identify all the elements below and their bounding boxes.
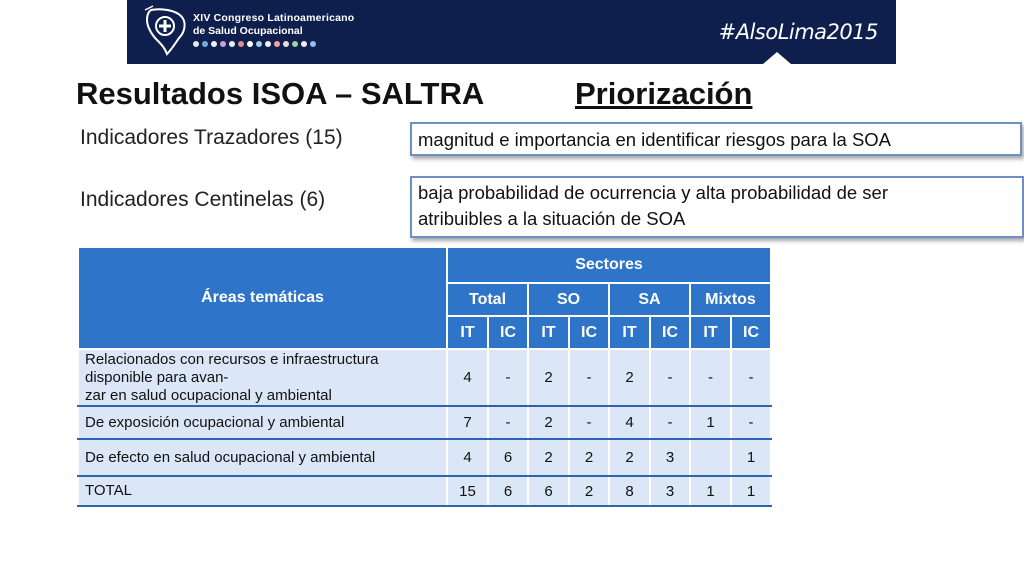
- table-cell: -: [569, 349, 609, 406]
- table-cell: 1: [690, 476, 731, 506]
- decorative-dot: [301, 41, 307, 47]
- table-row: [78, 349, 771, 406]
- table-cell: 4: [609, 406, 650, 439]
- table-cell: 2: [609, 439, 650, 476]
- sub-header-it: IT: [690, 316, 731, 349]
- table-cell: 6: [528, 476, 569, 506]
- decorative-dot: [310, 41, 316, 47]
- table-cell: 3: [650, 476, 690, 506]
- banner-notch: [763, 52, 791, 64]
- decorative-dot: [256, 41, 262, 47]
- table-row: [78, 439, 771, 476]
- table-cell: 2: [528, 439, 569, 476]
- decorative-dot: [274, 41, 280, 47]
- decorative-dot: [202, 41, 208, 47]
- indicator-centinelas-label: Indicadores Centinelas (6): [80, 188, 326, 211]
- table-cell: 4: [447, 349, 488, 406]
- row-label: De exposición ocupacional y ambiental: [78, 406, 447, 439]
- sub-header-ic: IC: [650, 316, 690, 349]
- decorative-dots: [193, 41, 316, 47]
- table-cell: 8: [609, 476, 650, 506]
- group-header-so: SO: [528, 283, 609, 316]
- table-cell: -: [731, 349, 771, 406]
- group-header-sa: SA: [609, 283, 690, 316]
- areas-header: Áreas temáticas: [78, 247, 447, 349]
- table-cell: 1: [731, 439, 771, 476]
- sub-header-ic: IC: [569, 316, 609, 349]
- row-label: TOTAL: [78, 476, 447, 506]
- table-cell: 6: [488, 476, 528, 506]
- results-table: [77, 246, 772, 507]
- table-row-total: [78, 476, 771, 506]
- decorative-dot: [292, 41, 298, 47]
- table-cell: 15: [447, 476, 488, 506]
- event-hashtag: #AlsoLima2015: [718, 20, 878, 44]
- decorative-dot: [265, 41, 271, 47]
- group-header-total: Total: [447, 283, 528, 316]
- table-cell: 2: [569, 439, 609, 476]
- decorative-dot: [220, 41, 226, 47]
- slide-title: Resultados ISOA – SALTRA: [76, 76, 485, 111]
- event-name-line1: XIV Congreso Latinoamericano: [193, 12, 355, 24]
- event-name-line2: de Salud Ocupacional: [193, 25, 303, 37]
- table-cell: 2: [528, 349, 569, 406]
- row-label: De efecto en salud ocupacional y ambiental: [78, 439, 447, 476]
- table-cell: -: [690, 349, 731, 406]
- indicator-centinelas-description: [410, 176, 1024, 238]
- decorative-dot: [238, 41, 244, 47]
- congress-logo-icon: [141, 4, 195, 58]
- table-cell: 7: [447, 406, 488, 439]
- slide-subtitle: Priorización: [575, 76, 753, 111]
- centinelas-description-line1: baja probabilidad de ocurrencia y alta probabilidad de ser: [418, 182, 889, 203]
- sub-header-it: IT: [528, 316, 569, 349]
- table-cell: 2: [528, 406, 569, 439]
- sub-header-ic: IC: [731, 316, 771, 349]
- decorative-dot: [211, 41, 217, 47]
- table-row: [78, 406, 771, 439]
- centinelas-description-line2: atribuibles a la situación de SOA: [418, 208, 686, 229]
- table-cell: [690, 439, 731, 476]
- table-cell: 4: [447, 439, 488, 476]
- indicator-trazadores-label: Indicadores Trazadores (15): [80, 126, 343, 149]
- table-cell: 1: [731, 476, 771, 506]
- trazadores-description-text: magnitud e importancia en identificar riesgos para la SOA: [418, 129, 892, 150]
- row-label: [78, 349, 447, 406]
- table-cell: -: [488, 406, 528, 439]
- table-cell: -: [650, 406, 690, 439]
- row-label-line1: Relacionados con recursos e infraestructura disponible para avan-: [85, 350, 379, 386]
- table-cell: -: [488, 349, 528, 406]
- table-cell: 1: [690, 406, 731, 439]
- decorative-dot: [229, 41, 235, 47]
- group-header-mixtos: Mixtos: [690, 283, 771, 316]
- table-cell: 2: [569, 476, 609, 506]
- decorative-dot: [193, 41, 199, 47]
- row-label-line2: zar en salud ocupacional y ambiental: [85, 386, 332, 404]
- decorative-dot: [283, 41, 289, 47]
- sub-header-ic: IC: [488, 316, 528, 349]
- sub-header-it: IT: [609, 316, 650, 349]
- table-cell: -: [650, 349, 690, 406]
- sectors-header: Sectores: [447, 247, 771, 283]
- table-cell: 3: [650, 439, 690, 476]
- table-cell: -: [731, 406, 771, 439]
- table-cell: -: [569, 406, 609, 439]
- decorative-dot: [247, 41, 253, 47]
- indicator-trazadores-description: [410, 122, 1022, 156]
- table-cell: 6: [488, 439, 528, 476]
- table-cell: 2: [609, 349, 650, 406]
- sub-header-it: IT: [447, 316, 488, 349]
- header-banner: [127, 0, 896, 64]
